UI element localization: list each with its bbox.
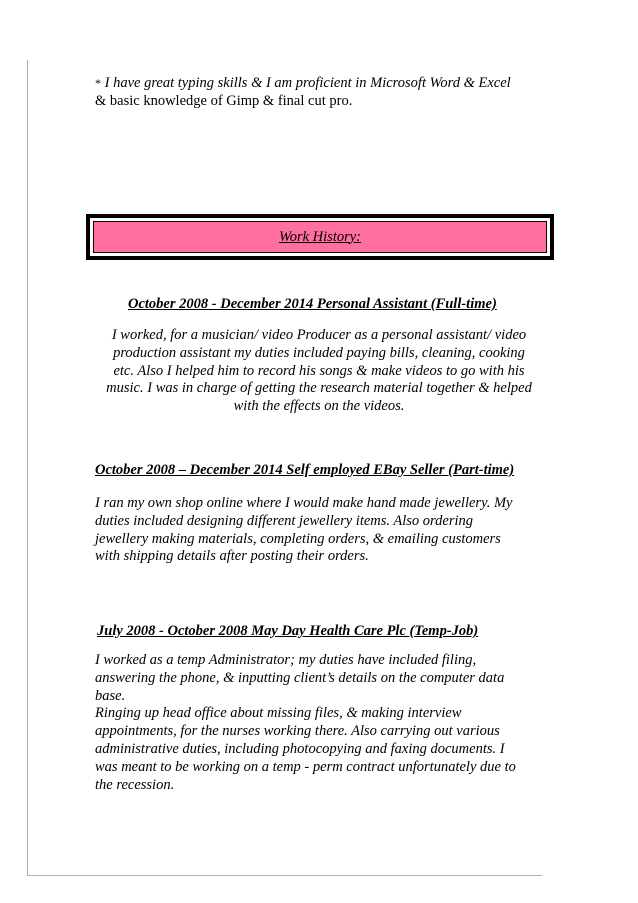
job-heading-1: October 2008 - December 2014 Personal Assistant (Full-time)	[128, 296, 497, 312]
job-3-line: the recession.	[95, 776, 175, 793]
job-3-line: answering the phone, & inputting client’s details on the computer data	[95, 669, 505, 686]
job-description-3	[95, 652, 545, 794]
job-3-line: appointments, for the nurses working there. Also carrying out various	[95, 723, 500, 740]
job-1-line: with the effects on the videos.	[233, 398, 405, 415]
job-3-line: was meant to be working on a temp - perm contract unfortunately due to	[95, 758, 516, 775]
job-2-line: I ran my own shop online where I would make hand made jewellery. My	[95, 495, 513, 511]
job-1-line: etc. Also I helped him to record his songs & make videos to go with his	[113, 362, 525, 379]
skills-bullet: *	[95, 76, 101, 90]
section-title: Work History:	[278, 228, 362, 245]
skills-paragraph	[95, 75, 545, 111]
job-description-2	[95, 495, 545, 566]
page-left-rule	[27, 60, 28, 875]
job-3-line: base.	[95, 687, 126, 704]
skills-line-1: I have great typing skills & I am proficient in Microsoft Word & Excel	[104, 75, 511, 91]
job-description-1	[92, 327, 546, 416]
job-heading-3: July 2008 - October 2008 May Day Health Care Plc (Temp-Job)	[97, 623, 479, 639]
job-2-line: duties included designing different jewellery items. Also ordering	[95, 512, 474, 529]
job-2-line: with shipping details after posting their orders.	[95, 548, 369, 565]
job-2-line: jewellery making materials, completing orders, & emailing customers	[95, 530, 501, 547]
job-3-line: administrative duties, including photocopying and faxing documents. I	[95, 740, 505, 757]
skills-line-2: & basic knowledge of Gimp & final cut pro.	[95, 92, 353, 109]
work-history-banner	[86, 214, 554, 260]
page-bottom-rule	[27, 875, 542, 876]
job-3-line: I worked as a temp Administrator; my duties have included filing,	[95, 652, 477, 668]
job-heading-2: October 2008 – December 2014 Self employed EBay Seller (Part-time)	[95, 462, 515, 478]
job-1-line: music. I was in charge of getting the research material together & helped	[106, 380, 532, 397]
job-1-line: I worked, for a musician/ video Producer as a personal assistant/ video	[111, 327, 527, 343]
job-3-line: Ringing up head office about missing files, & making interview	[95, 705, 462, 722]
job-1-line: production assistant my duties included paying bills, cleaning, cooking	[113, 344, 525, 361]
